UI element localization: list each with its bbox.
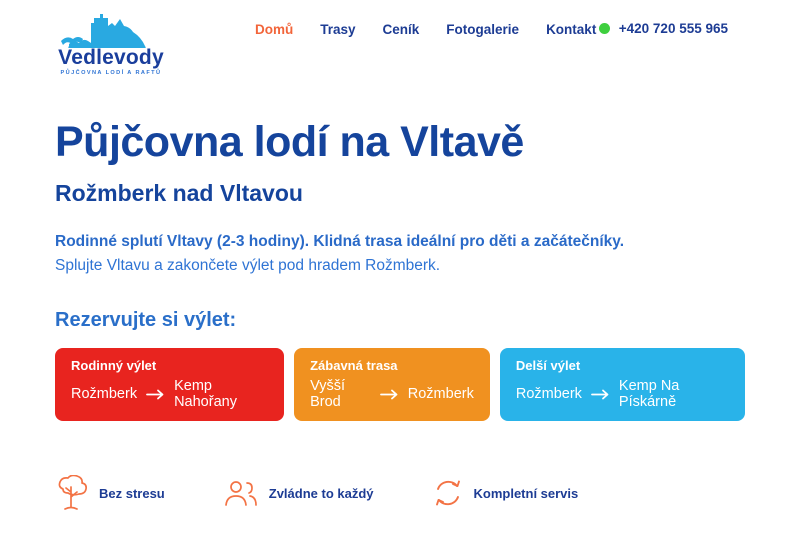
trip-title: Rodinný výlet bbox=[71, 358, 157, 374]
people-icon bbox=[223, 478, 259, 508]
phone-number: +420 720 555 965 bbox=[618, 21, 728, 36]
trip-to: Kemp Nahořany bbox=[174, 378, 237, 411]
trip-title: Delší výlet bbox=[515, 358, 581, 374]
nav-item-cenik[interactable]: Ceník bbox=[382, 22, 420, 37]
refresh-icon bbox=[432, 476, 464, 510]
feature-kompletni-servis bbox=[432, 476, 579, 510]
nav-item-fotogalerie[interactable]: Fotogalerie bbox=[446, 22, 520, 37]
castle-logo-icon bbox=[59, 8, 163, 48]
trip-route bbox=[310, 378, 474, 410]
features-row bbox=[0, 475, 800, 511]
trip-from: Rožmberk bbox=[515, 386, 582, 403]
feature-label: Zvládne to každý bbox=[268, 485, 374, 501]
trip-from: Vyšší Brod bbox=[310, 378, 346, 411]
main-nav bbox=[255, 22, 596, 37]
phone-contact[interactable] bbox=[599, 21, 728, 36]
trip-to: Rožmberk bbox=[407, 386, 474, 403]
cta-heading: Rezervujte si výlet: bbox=[55, 309, 237, 332]
trip-title: Zábavná trasa bbox=[310, 358, 398, 374]
online-status-dot-icon bbox=[599, 23, 610, 34]
hero-lead-text bbox=[55, 230, 745, 278]
feature-label: Bez stresu bbox=[99, 485, 165, 501]
hero-section bbox=[0, 120, 800, 421]
page-title: Půjčovna lodí na Vltavě bbox=[55, 118, 524, 166]
arrow-right-icon bbox=[591, 389, 610, 400]
trip-route bbox=[71, 378, 268, 410]
hero-lead-regular: Splujte Vltavu a zakončete výlet pod hradem Rožmberk. bbox=[55, 257, 441, 275]
arrow-right-icon bbox=[146, 389, 165, 400]
feature-label: Kompletní servis bbox=[473, 485, 579, 501]
tree-icon bbox=[55, 475, 89, 511]
trip-to: Kemp Na Pískárně bbox=[618, 378, 680, 411]
nav-item-trasy[interactable]: Trasy bbox=[320, 22, 356, 37]
trip-button-delsi-vylet[interactable] bbox=[500, 348, 745, 421]
trip-route bbox=[516, 378, 729, 410]
trip-button-zabavna-trasa[interactable] bbox=[294, 348, 490, 421]
trip-buttons-row bbox=[55, 348, 745, 421]
brand-name: Vedlevody bbox=[58, 46, 164, 69]
site-header bbox=[0, 0, 800, 76]
trip-from: Rožmberk bbox=[71, 386, 138, 403]
page-subtitle: Rožmberk nad Vltavou bbox=[55, 180, 303, 207]
nav-item-domu[interactable]: Domů bbox=[255, 22, 294, 37]
nav-item-kontakt[interactable]: Kontakt bbox=[546, 22, 597, 37]
feature-bez-stresu bbox=[55, 475, 165, 511]
arrow-right-icon bbox=[380, 389, 399, 400]
trip-button-rodinny-vylet[interactable] bbox=[55, 348, 284, 421]
brand-logo[interactable] bbox=[55, 8, 167, 76]
brand-tagline: PŮJČOVNA LODÍ A RAFTŮ bbox=[60, 70, 162, 76]
hero-lead-bold: Rodinné splutí Vltavy (2-3 hodiny). Klidná trasa ideální pro děti a začátečníky. bbox=[55, 233, 625, 251]
feature-zvladne-to-kazdy bbox=[223, 478, 374, 508]
